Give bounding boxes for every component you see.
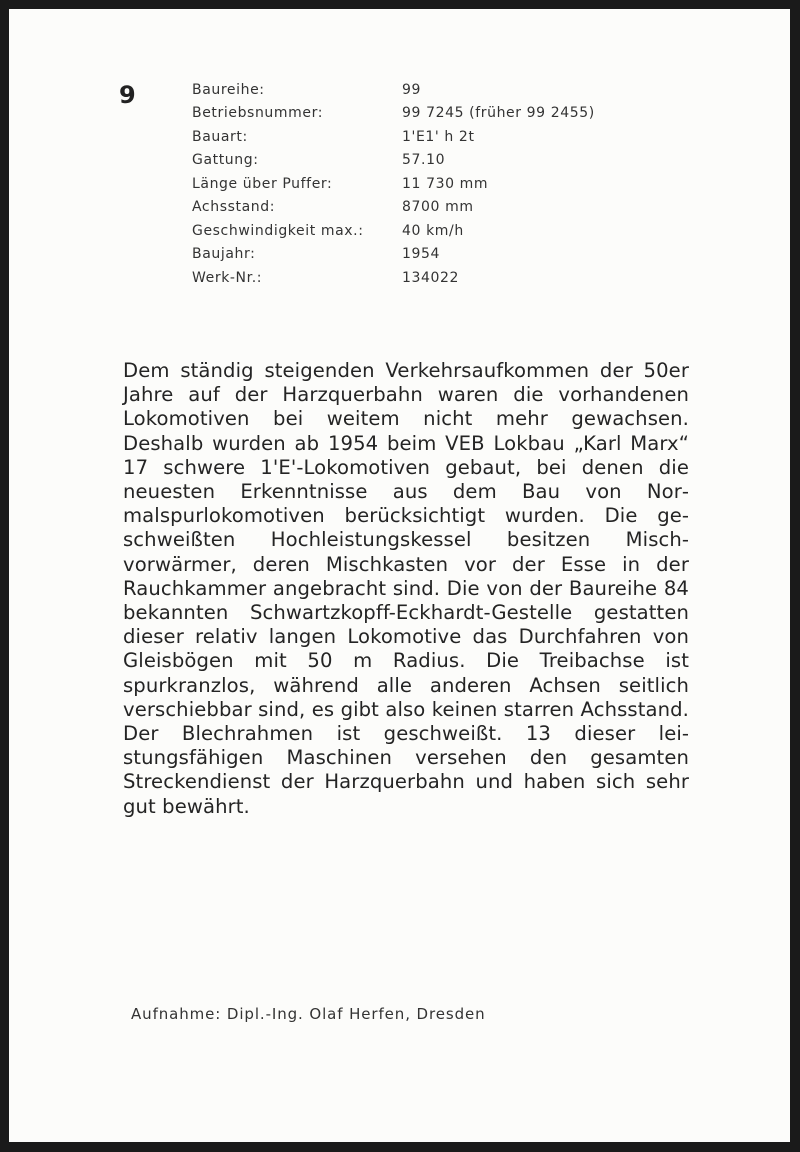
spec-value: 40 km/h <box>402 222 464 239</box>
spec-row-achsstand <box>192 196 595 220</box>
spec-value: 1'E1' h 2t <box>402 128 475 145</box>
spec-label: Bauart: <box>192 128 248 145</box>
spec-row-baureihe <box>192 78 595 102</box>
info-card <box>9 9 790 1142</box>
spec-row-geschwindigkeit <box>192 219 595 243</box>
spec-label: Baujahr: <box>192 246 256 263</box>
spec-value: 8700 mm <box>402 199 474 216</box>
spec-row-bauart <box>192 125 595 149</box>
spec-value: 134022 <box>402 269 460 286</box>
spec-label: Achsstand: <box>192 199 276 216</box>
spec-value: 1954 <box>402 246 441 263</box>
description-paragraph: Dem ständig steigenden Verkehrsaufkommen der 50er Jahre auf der Harzquerbahn waren die vorhandenen Lokomotiven bei weitem nicht mehr gewachsen. Deshalb wurden ab 1954 beim VEB Lokbau „Karl Marx“ 17 schwere 1'E'-Lokomotiven gebaut, bei denen die neuesten Erkenntnisse aus dem Bau von Normalspurlokomotiven berücksichtigt wurden. Die geschweißten Hochleistungskessel besitzen Mischvorwärmer, deren Mischkasten vor der Esse in der Rauchkammer angebracht sind. Die von der Baureihe 84 bekannten Schwartzkopff-Eckhardt-Gestelle gestatten dieser relativ langen Lokomotive das Durchfahren von Gleisbögen mit 50 m Radius. Die Treibachse ist spurkranzlos, während alle anderen Achsen seitlich verschiebbar sind, es gibt also keinen starren Achsstand. Der Blechrahmen ist geschweißt. 13 dieser leistungsfähigen Maschinen versehen den gesamten Streckendienst der Harzquerbahn und haben sich sehr gut bewährt. <box>123 359 689 818</box>
spec-row-laenge <box>192 172 595 196</box>
spec-list <box>192 78 595 290</box>
photo-credit: Aufnahme: Dipl.-Ing. Olaf Herfen, Dresden <box>131 1005 486 1023</box>
spec-label: Baureihe: <box>192 81 265 98</box>
spec-value: 99 <box>402 81 422 98</box>
spec-label: Betriebsnummer: <box>192 105 324 122</box>
card-number: 9 <box>119 81 136 109</box>
spec-row-gattung <box>192 149 595 173</box>
spec-label: Länge über Puffer: <box>192 175 333 192</box>
spec-label: Gattung: <box>192 152 259 169</box>
spec-row-baujahr <box>192 243 595 267</box>
spec-row-werknr <box>192 266 595 290</box>
spec-value: 99 7245 (früher 99 2455) <box>402 105 595 122</box>
spec-row-betriebsnummer <box>192 102 595 126</box>
spec-value: 11 730 mm <box>402 175 489 192</box>
spec-label: Werk-Nr.: <box>192 269 263 286</box>
spec-value: 57.10 <box>402 152 446 169</box>
spec-label: Geschwindigkeit max.: <box>192 222 364 239</box>
